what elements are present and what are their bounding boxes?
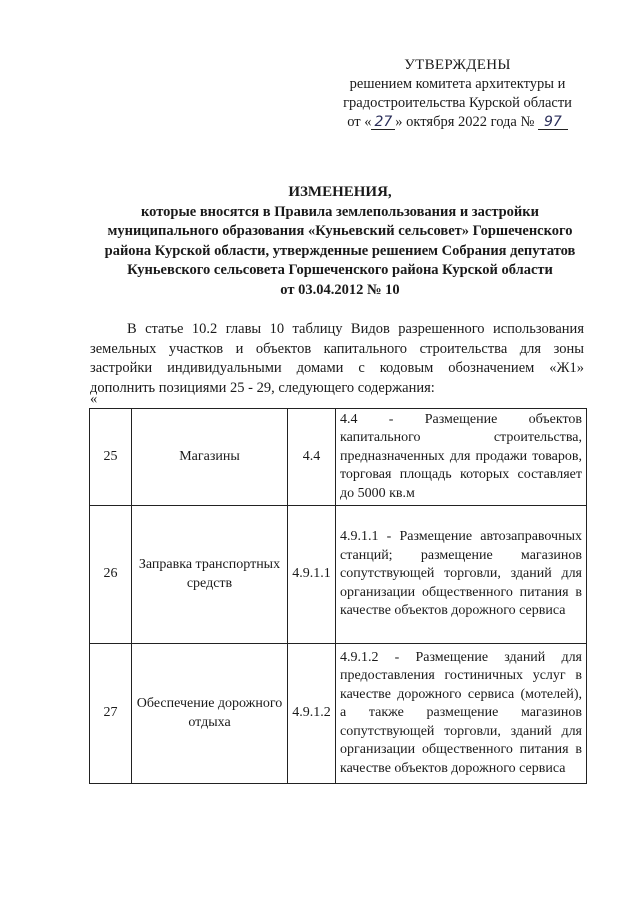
row-number: 27 xyxy=(90,644,132,784)
handwritten-day: 27 xyxy=(371,115,395,130)
table-row xyxy=(90,506,587,644)
date-middle: » октября 2022 года № xyxy=(395,114,535,130)
use-name: Магазины xyxy=(132,409,288,506)
title-line-2: муниципального образования «Куньевский сельсовет» Горшеченского xyxy=(107,223,573,239)
approval-heading: УТВЕРЖДЕНЫ xyxy=(404,57,511,73)
title-line-5: от 03.04.2012 № 10 xyxy=(280,281,400,298)
approval-date-line xyxy=(330,113,585,132)
handwritten-number: 97 xyxy=(538,115,568,130)
use-description: 4.4 - Размещение объектов капитального строительства, предназначенных для продажи товаров, торговая площадь которых составляет до 5000 кв.м xyxy=(336,409,587,506)
title-line-1: которые вносятся в Правила землепользования и застройки xyxy=(141,203,539,220)
row-number: 26 xyxy=(90,506,132,644)
approval-line-1: решением комитета архитектуры и xyxy=(349,76,566,92)
document-title xyxy=(90,183,590,300)
use-description: 4.9.1.1 - Размещение автозаправочных станций; размещение магазинов сопутствующей торговли, зданий для организации общественного питания в качестве объектов дорожного сервиса xyxy=(336,506,587,644)
approval-line-2: градостроительства Курской области xyxy=(343,95,572,111)
use-code: 4.9.1.2 xyxy=(288,644,336,784)
use-code: 4.9.1.1 xyxy=(288,506,336,644)
title-line-3: района Курской области, утвержденные решением Собрания депутатов xyxy=(104,242,576,259)
use-name: Обеспечение дорожного отдыха xyxy=(132,644,288,784)
permitted-use-table xyxy=(89,408,587,784)
table-row xyxy=(90,409,587,506)
opening-quote: « xyxy=(90,391,98,407)
use-code: 4.4 xyxy=(288,409,336,506)
use-description: 4.9.1.2 - Размещение зданий для предоставления гостиничных услуг в качестве дорожного сервиса (мотелей), а также размещение магазинов сопутствующей торговли, зданий для организации общественного питания в качестве объектов дорожного сервиса xyxy=(336,644,587,784)
row-number: 25 xyxy=(90,409,132,506)
date-prefix: от « xyxy=(347,114,372,130)
intro-paragraph: В статье 10.2 главы 10 таблицу Видов разрешенного использования земельных участков и объектов капитального строительства для зоны застройки индивидуальными домами с кодовым обозначением «Ж1» дополнить позициями 25 - 29, следующего содержания: xyxy=(90,321,584,396)
title-heading: ИЗМЕНЕНИЯ, xyxy=(288,184,392,200)
use-name: Заправка транспортных средств xyxy=(132,506,288,644)
table-row xyxy=(90,644,587,784)
title-line-4: Куньевского сельсовета Горшеченского района Курской области xyxy=(127,262,553,278)
approval-stamp xyxy=(330,56,585,132)
